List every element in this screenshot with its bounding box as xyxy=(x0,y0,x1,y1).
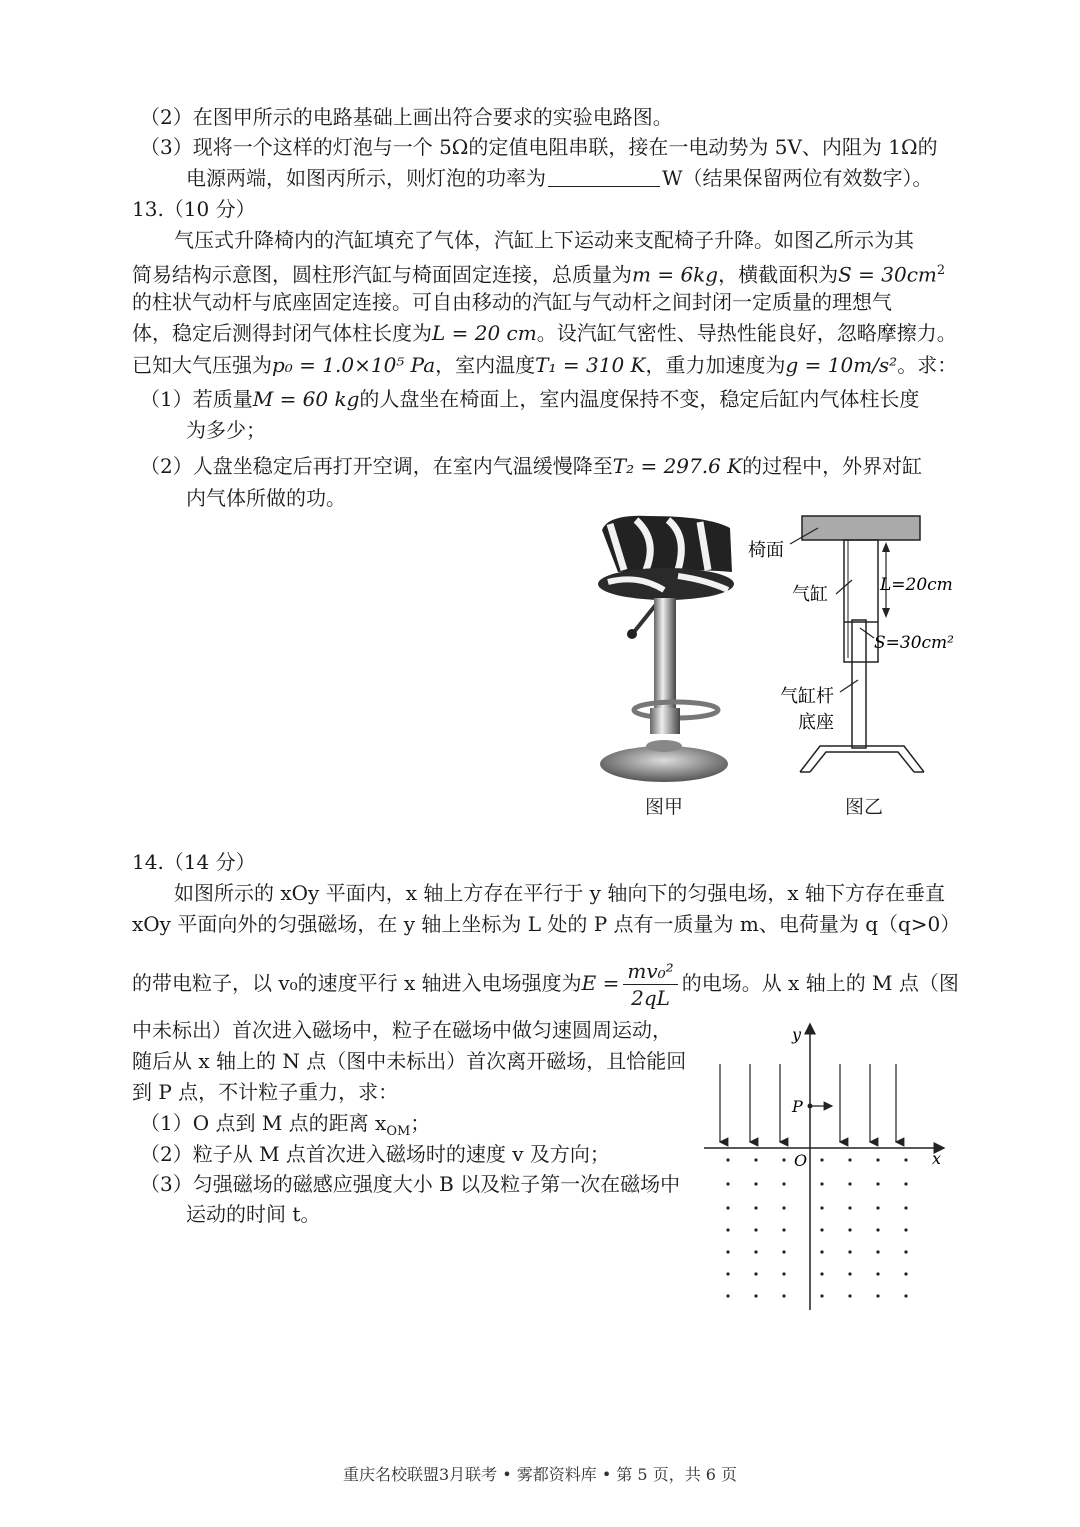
base xyxy=(800,746,924,772)
q14-om-subscript: OM xyxy=(386,1124,411,1139)
q12-item3-line1: （3）现将一个这样的灯泡与一个 5Ω的定值电阻串联，接在一电动势为 5V、内阻为 1Ω的 xyxy=(140,135,938,159)
q12-item3-unit: W（结果保留两位有效数字）。 xyxy=(662,166,933,190)
q13-temp2-eq: T₂ = 297.6 K xyxy=(612,454,743,478)
seat-plate xyxy=(802,516,920,540)
q14-text: （1）O 点到 M 点的距离 x xyxy=(140,1111,387,1135)
electric-field-lines xyxy=(720,1064,896,1142)
q14-para-line5: 随后从 x 轴上的 N 点（图中未标出）首次离开磁场，且恰能回 xyxy=(132,1049,687,1073)
q13-pressure-eq: p₀ = 1.0×10⁵ Pa xyxy=(272,353,436,377)
q13-area-eq: S = 30cm xyxy=(838,262,937,287)
fraction-numerator: mv₀² xyxy=(623,958,677,985)
figure-a-caption: 图甲 xyxy=(645,796,684,818)
q13-para-line1: 气压式升降椅内的汽缸填充了气体，汽缸上下运动来支配椅子升降。如图乙所示为其 xyxy=(174,228,914,252)
area-label: S=30cm² xyxy=(874,633,954,653)
q13-para-line4 xyxy=(132,317,957,349)
q13-para-line3: 的柱状气动杆与底座固定连接。可自由移动的汽缸与气动杆之间封闭一定质量的理想气 xyxy=(132,290,892,314)
cylinder-label: 气缸 xyxy=(792,584,828,605)
q13-gravity-eq: g = 10m/s² xyxy=(785,353,898,377)
bar-stool-figure xyxy=(588,510,748,790)
q13-text: 。求： xyxy=(897,353,958,377)
q13-text: 的人盘坐在椅面上，室内温度保持不变，稳定后缸内气体柱长度 xyxy=(359,387,920,411)
x-axis-label: x xyxy=(932,1149,942,1168)
point-p-label: P xyxy=(792,1097,803,1116)
q13-person-mass-eq: M = 60 kg xyxy=(252,387,360,411)
q13-item1-line1 xyxy=(140,383,919,415)
magnetic-field-dots xyxy=(726,1158,907,1297)
page-footer: 重庆名校联盟3月联考 • 雾都资料库 • 第 5 页，共 6 页 xyxy=(342,1465,738,1484)
q13-text: ，重力加速度为 xyxy=(645,353,786,377)
q13-text: 的过程中，外界对缸 xyxy=(742,454,923,478)
q14-para-line4: 中未标出）首次进入磁场中，粒子在磁场中做匀速圆周运动， xyxy=(132,1018,672,1042)
q14-header: 14.（14 分） xyxy=(132,850,256,874)
q13-length-eq: L = 20 cm xyxy=(432,321,537,345)
rod-label: 气缸杆 xyxy=(780,686,834,707)
q13-text: 已知大气压强为 xyxy=(132,353,272,377)
q13-item2-line2: 内气体所做的功。 xyxy=(186,486,346,510)
q14-item3-line2: 运动的时间 t。 xyxy=(186,1202,321,1226)
q13-text: ，横截面积为 xyxy=(718,262,839,287)
q12-item3-line2 xyxy=(186,162,933,194)
q14-para-line3 xyxy=(132,958,959,1011)
q14-para-line6: 到 P 点，不计粒子重力，求： xyxy=(132,1080,399,1104)
q13-text: 体，稳定后测得封闭气体柱长度为 xyxy=(132,321,432,345)
q13-temp1-eq: T₁ = 310 K xyxy=(535,353,646,377)
origin-label: O xyxy=(794,1151,808,1170)
q14-field-eq: E = xyxy=(581,971,620,995)
q12-item3-text: 电源两端，如图丙所示，则灯泡的功率为 xyxy=(186,166,546,190)
q13-para-line5 xyxy=(132,349,957,381)
figure-b-caption: 图乙 xyxy=(845,796,884,818)
base-label: 底座 xyxy=(798,712,834,733)
answer-blank xyxy=(548,166,660,187)
q14-field-fraction xyxy=(623,958,677,1011)
q13-text: 简易结构示意图，圆柱形汽缸与椅面固定连接，总质量为 xyxy=(132,262,632,287)
field-diagram xyxy=(700,1018,950,1314)
q13-text: 。设汽缸气密性、导热性能良好，忽略摩擦力。 xyxy=(536,321,957,345)
q13-item2-line1 xyxy=(140,450,922,482)
q13-area-exp: 2 xyxy=(936,263,946,278)
q13-text: （2）人盘坐稳定后再打开空调，在室内气温缓慢降至 xyxy=(140,454,613,478)
q13-text: （1）若质量 xyxy=(140,387,253,411)
q14-item2: （2）粒子从 M 点首次进入磁场时的速度 v 及方向； xyxy=(140,1142,610,1166)
q14-para-line1: 如图所示的 xOy 平面内，x 轴上方存在平行于 y 轴向下的匀强电场，x 轴下方存在垂直 xyxy=(174,881,945,905)
cylinder-schematic-figure xyxy=(740,508,960,786)
point-p xyxy=(808,1104,813,1109)
q13-mass-eq: m = 6kg xyxy=(632,262,719,287)
y-axis-label: y xyxy=(792,1025,802,1044)
seat-label: 椅面 xyxy=(748,540,784,561)
q14-text: ； xyxy=(410,1111,431,1135)
length-label: L=20cm xyxy=(880,575,953,595)
q14-para-line2: xOy 平面向外的匀强磁场，在 y 轴上坐标为 L 处的 P 点有一质量为 m、电荷量为 q（q>0） xyxy=(132,912,961,936)
q13-header: 13.（10 分） xyxy=(132,197,256,221)
fraction-denominator: 2qL xyxy=(631,986,670,1010)
q13-text: ，室内温度 xyxy=(435,353,536,377)
cylinder xyxy=(844,540,878,662)
piston-rod xyxy=(852,620,866,748)
q14-text: 的电场。从 x 轴上的 M 点（图 xyxy=(681,971,959,995)
q14-item3-line1: （3）匀强磁场的磁感应强度大小 B 以及粒子第一次在磁场中 xyxy=(140,1172,681,1196)
q13-item1-line2: 为多少； xyxy=(186,418,266,442)
q14-text: 的带电粒子，以 v₀的速度平行 x 轴进入电场强度为 xyxy=(132,971,582,995)
q12-item2: （2）在图甲所示的电路基础上画出符合要求的实验电路图。 xyxy=(140,105,673,129)
